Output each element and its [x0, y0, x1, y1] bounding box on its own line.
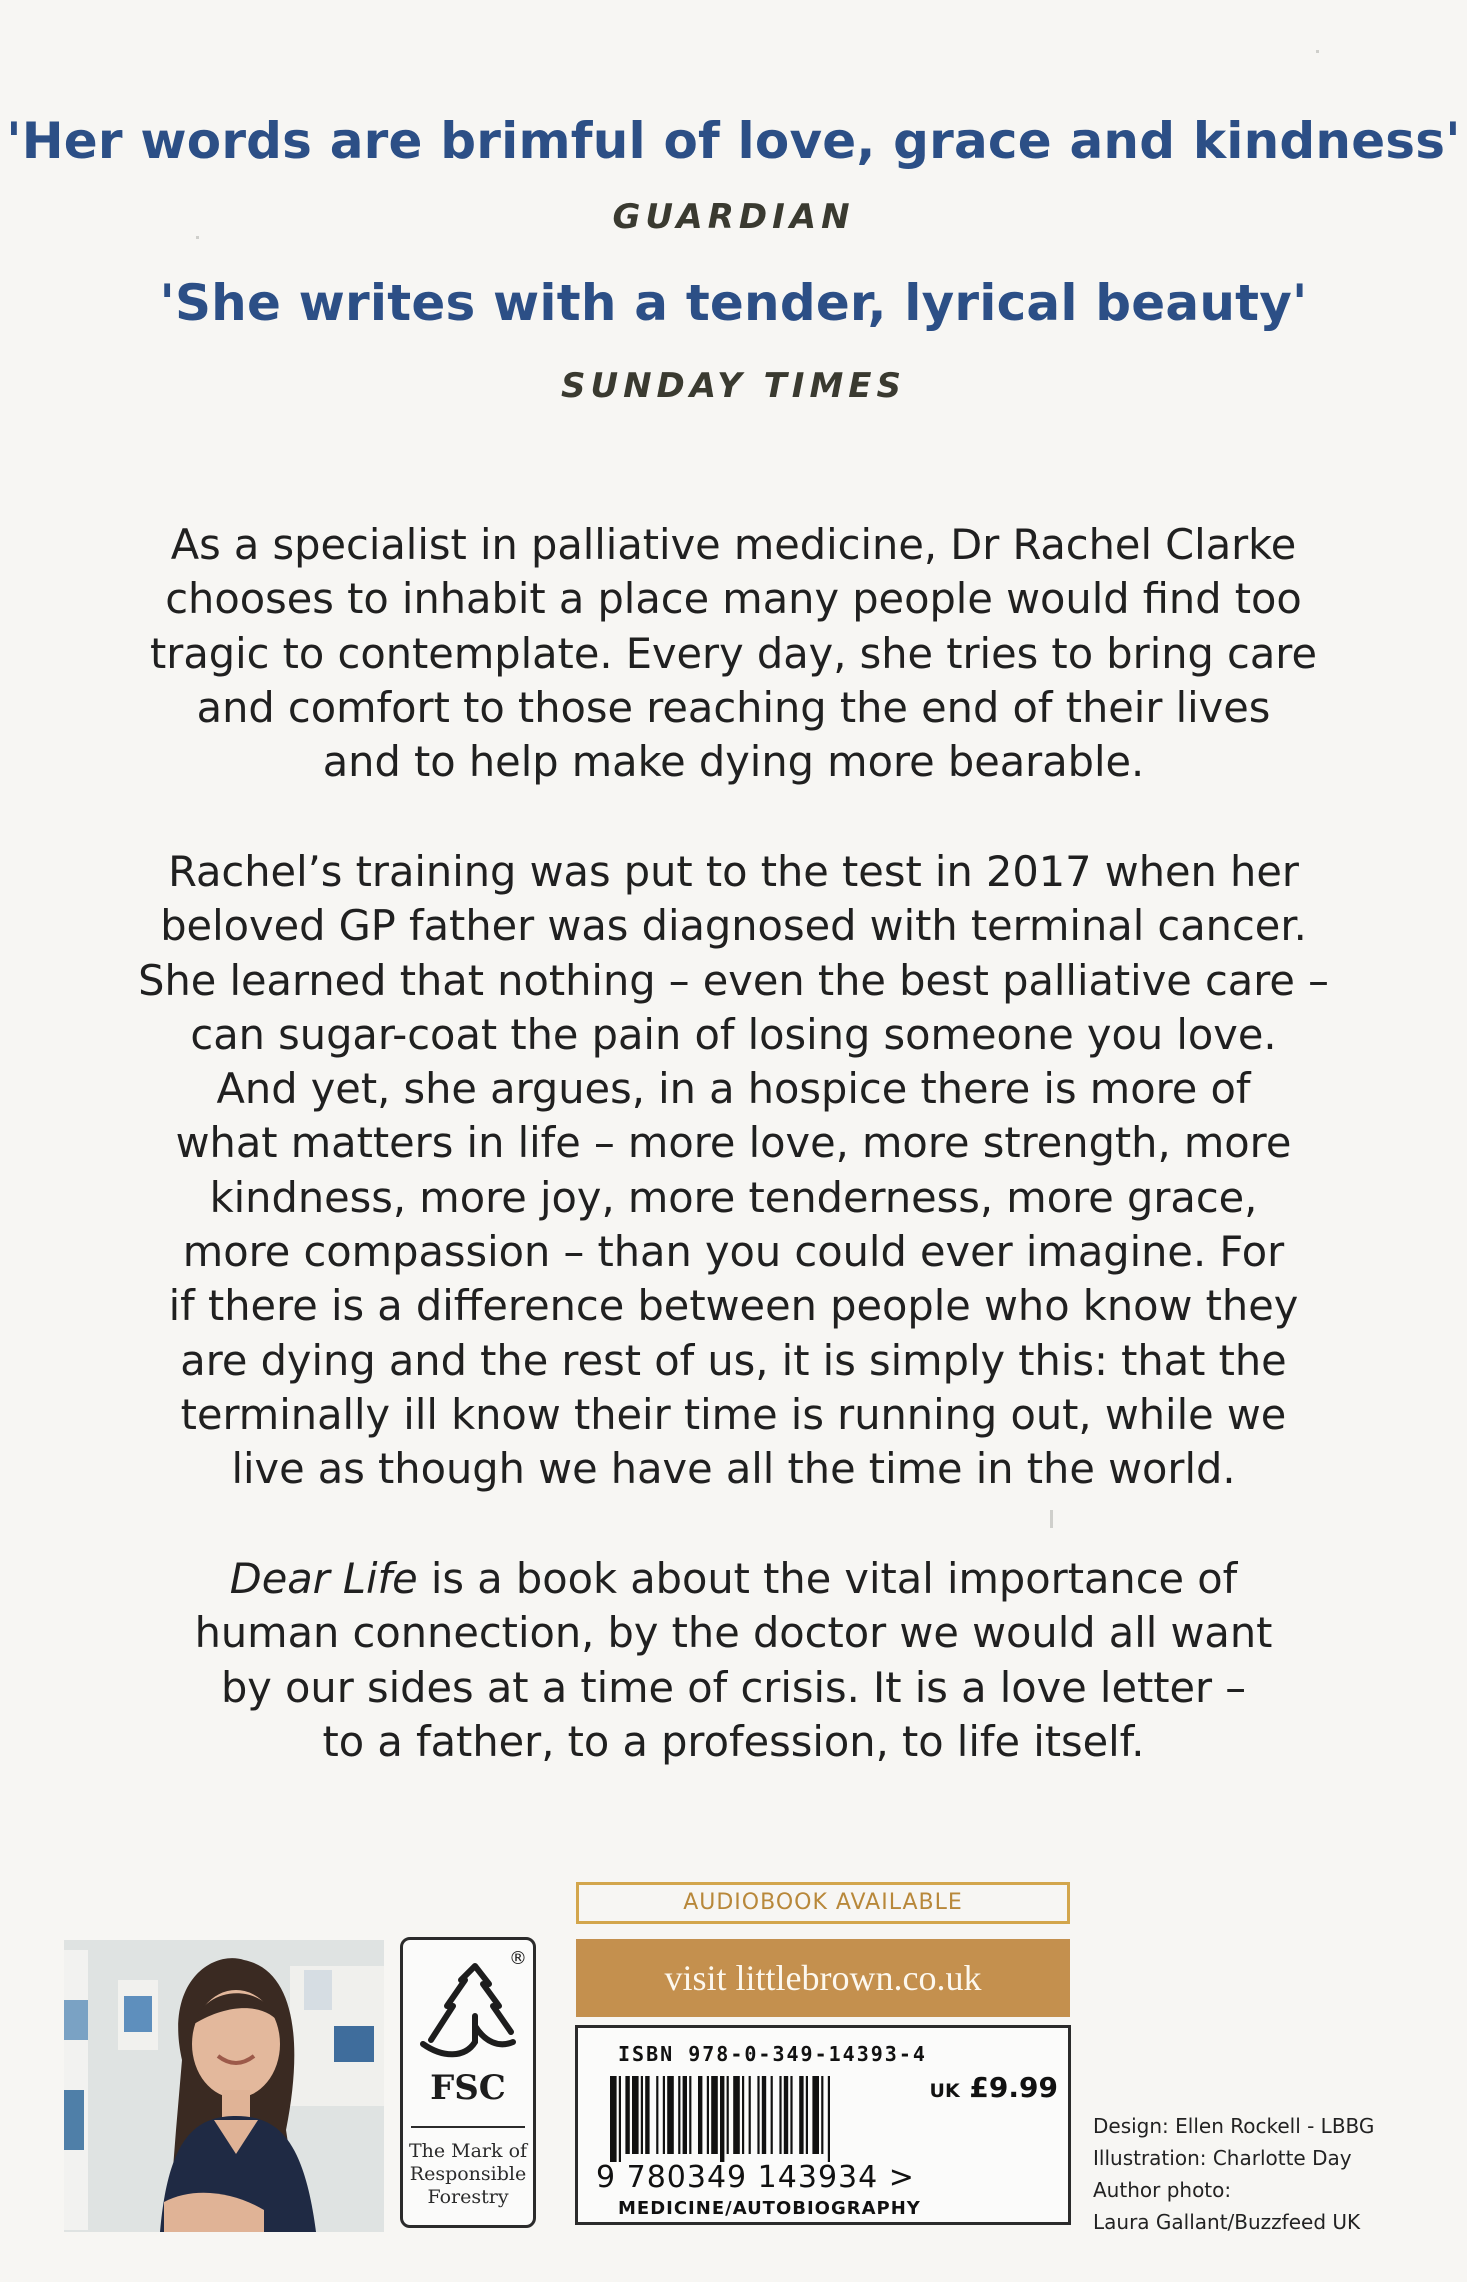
fsc-tree-icon — [413, 1962, 529, 2062]
barcode-bar — [771, 2076, 773, 2154]
review-quote-guardian: 'Her words are brimful of love, grace and kindness' — [6, 112, 1461, 170]
fsc-mark-line-2: Responsible — [409, 2163, 527, 2185]
barcode-bar — [683, 2076, 687, 2154]
author-photo — [64, 1940, 384, 2232]
barcode-bar — [645, 2076, 649, 2154]
blurb-paragraph-3-line-1-rest: is a book about the vital importance of — [417, 1554, 1238, 1603]
barcode-bar — [619, 2076, 621, 2162]
para1-line: chooses to inhabit a place many people would find too — [165, 574, 1302, 624]
para3-line: to a father, to a profession, to life itself. — [322, 1716, 1145, 1766]
para2-line: more compassion – than you could ever imagine. For — [182, 1227, 1285, 1277]
credit-author-photo-label: Author photo: — [1093, 2178, 1232, 2202]
review-quote-sunday-times: 'She writes with a tender, lyrical beauty' — [159, 274, 1308, 332]
barcode-bar — [727, 2076, 729, 2154]
barcode-bar — [667, 2076, 674, 2154]
fsc-logo — [400, 1937, 536, 2228]
fsc-registered-mark: ® — [509, 1948, 527, 1969]
audiobook-available-banner: AUDIOBOOK AVAILABLE — [576, 1882, 1070, 1924]
barcode-bar — [678, 2076, 680, 2154]
barcode-bar — [742, 2076, 744, 2154]
barcode-bar — [806, 2076, 808, 2154]
website-banner: visit littlebrown.co.uk — [576, 1939, 1070, 2017]
barcode-bar — [762, 2076, 766, 2154]
barcode-bar — [707, 2076, 709, 2154]
barcode-bar — [828, 2076, 830, 2162]
price-prefix: UK — [929, 2080, 960, 2102]
barcode-bar — [698, 2076, 702, 2154]
review-source-guardian: GUARDIAN — [612, 197, 855, 237]
paper-speck — [1316, 50, 1319, 53]
para1-line: As a specialist in palliative medicine, Dr Rachel Clarke — [170, 520, 1297, 569]
fsc-mark-text — [403, 2140, 533, 2209]
barcode-bar — [821, 2076, 823, 2154]
para2-line: terminally ill know their time is running out, while we — [180, 1389, 1287, 1439]
barcode-bar — [757, 2076, 759, 2154]
barcode-bar — [610, 2076, 617, 2162]
credit-design: Design: Ellen Rockell - LBBG — [1093, 2114, 1375, 2138]
barcode-bar — [641, 2076, 643, 2154]
barcode-bar — [656, 2076, 658, 2154]
para2-line: what matters in life – more love, more strength, more — [175, 1118, 1292, 1168]
price-label — [930, 2071, 1058, 2104]
barcode-bar — [779, 2076, 781, 2154]
barcode-bar — [689, 2076, 691, 2154]
para3-line: by our sides at a time of crisis. It is a love letter – — [220, 1662, 1247, 1712]
review-source-sunday-times: SUNDAY TIMES — [560, 366, 907, 406]
para1-line: and comfort to those reaching the end of their lives — [196, 682, 1271, 732]
para2-line: if there is a difference between people who know they — [168, 1281, 1299, 1331]
paper-speck — [196, 236, 199, 239]
para2-line: She learned that nothing – even the best palliative care – — [138, 955, 1329, 1005]
fsc-label: FSC — [430, 2068, 506, 2108]
credits — [1093, 2110, 1374, 2238]
barcode-bar — [799, 2076, 803, 2154]
para1-line: and to help make dying more bearable. — [322, 737, 1145, 787]
para2-line: can sugar-coat the pain of losing someone you love. — [190, 1009, 1277, 1059]
barcode-digits: 9 780349 143934 > — [596, 2160, 915, 2195]
author-photo-image — [64, 1940, 384, 2232]
barcode-bar — [733, 2076, 740, 2154]
fsc-divider — [411, 2126, 525, 2128]
paper-speck — [1050, 1510, 1053, 1528]
barcode-bar — [663, 2076, 665, 2154]
barcode-bar — [720, 2076, 724, 2162]
barcode-bar — [784, 2076, 788, 2154]
para2-line: beloved GP father was diagnosed with terminal cancer. — [160, 901, 1307, 951]
blurb-paragraph-3 — [90, 1552, 1377, 1769]
blurb-paragraph-3-line-1 — [90, 1552, 1377, 1606]
barcode-bar — [749, 2076, 751, 2154]
fsc-mark-line-1: The Mark of — [408, 2140, 528, 2162]
fsc-mark-line-3: Forestry — [427, 2186, 509, 2208]
barcode-bars — [610, 2076, 910, 2162]
isbn-text: ISBN 978-0-349-14393-4 — [618, 2042, 927, 2066]
blurb-paragraph-1 — [90, 518, 1377, 789]
para2-line: And yet, she argues, in a hospice there is more of — [216, 1064, 1251, 1114]
para1-line: tragic to contemplate. Every day, she tries to bring care — [150, 628, 1317, 678]
credit-illustration: Illustration: Charlotte Day — [1093, 2146, 1352, 2170]
category-label: MEDICINE/AUTOBIOGRAPHY — [618, 2198, 921, 2219]
barcode-bar — [812, 2076, 819, 2154]
book-title: Dear Life — [229, 1554, 418, 1603]
para2-line: Rachel’s training was put to the test in 2017 when her — [168, 847, 1299, 896]
barcode-bar — [790, 2076, 792, 2154]
para3-line: human connection, by the doctor we would all want — [194, 1608, 1273, 1658]
para2-line: kindness, more joy, more tenderness, more grace, — [209, 1172, 1258, 1222]
blurb-paragraph-2 — [90, 845, 1377, 1497]
barcode-bar — [625, 2076, 629, 2154]
barcode-bar — [711, 2076, 718, 2154]
para2-line: live as though we have all the time in the world. — [231, 1444, 1236, 1494]
barcode-block — [575, 2025, 1071, 2225]
price-value: £9.99 — [969, 2071, 1058, 2104]
barcode-bar — [632, 2076, 639, 2154]
credit-author-photo-name: Laura Gallant/Buzzfeed UK — [1093, 2210, 1361, 2234]
para2-line: are dying and the rest of us, it is simply this: that the — [180, 1335, 1287, 1385]
